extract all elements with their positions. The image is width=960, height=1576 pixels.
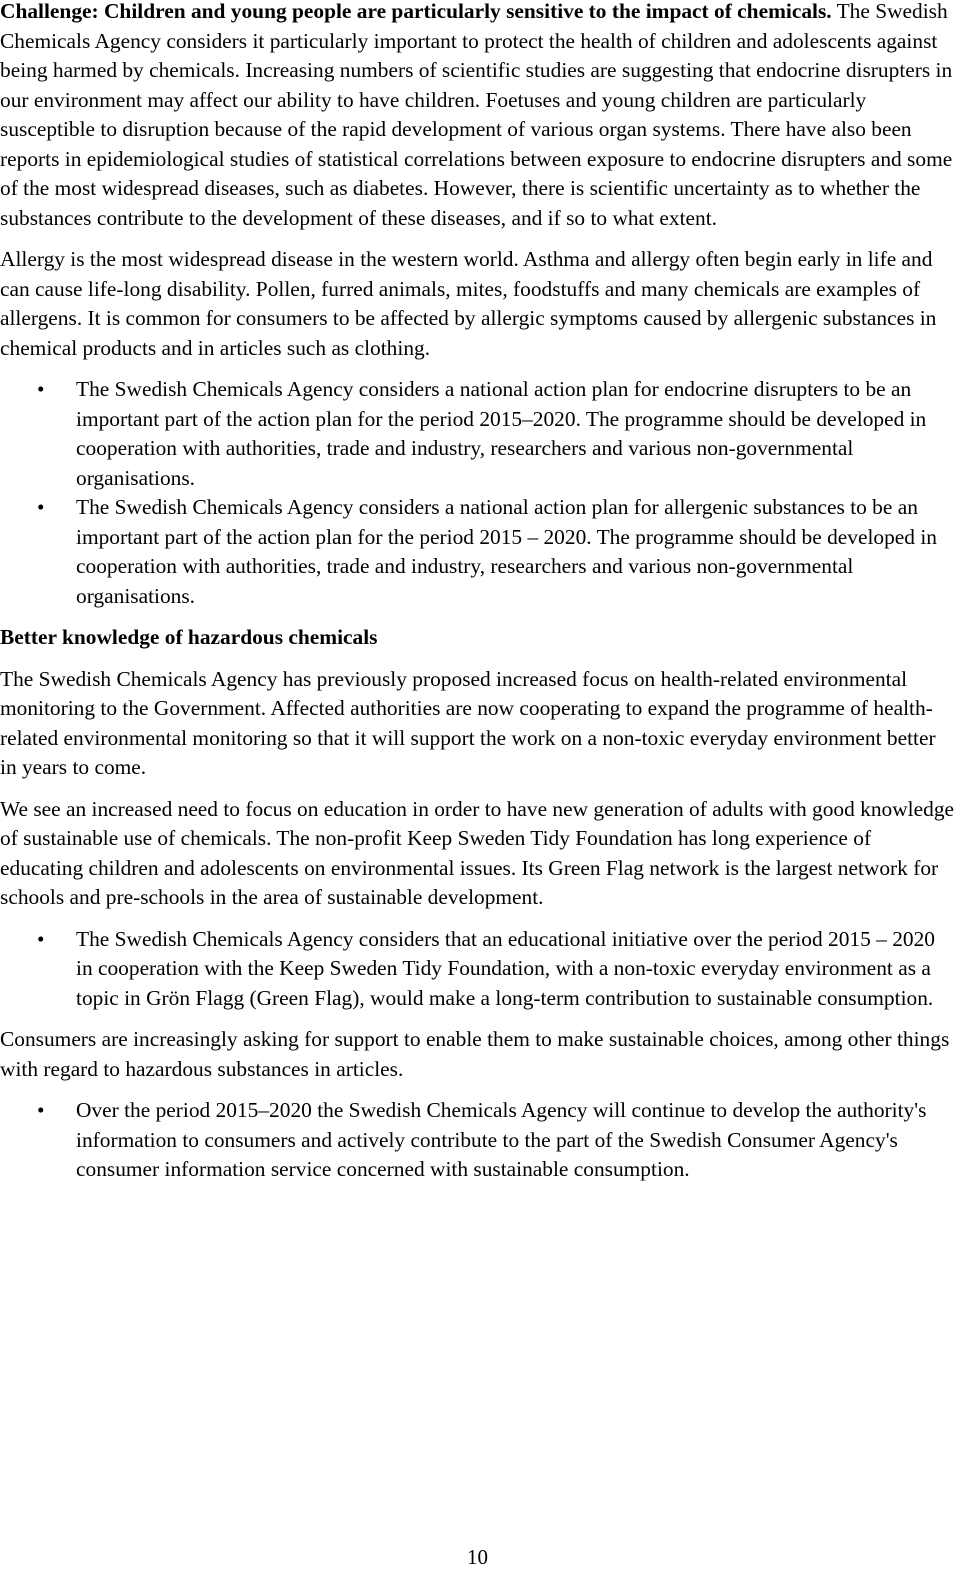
list-item-text: The Swedish Chemicals Agency considers a national action plan for allergenic substances to be an important part of the action plan for the period 2015 – 2020. The programme should be developed in cooperation with authorities, trade and industry, researchers and various non-governmental organisations.	[76, 495, 937, 608]
list-item-text: Over the period 2015–2020 the Swedish Chemicals Agency will continue to develop the authority's information to consumers and actively contribute to the part of the Swedish Consumer Agency's consumer information service concerned with sustainable consumption.	[76, 1098, 927, 1181]
list-item	[0, 375, 955, 493]
list-item-text: The Swedish Chemicals Agency considers that an educational initiative over the period 2015 – 2020 in cooperation with the Keep Sweden Tidy Foundation, with a non-toxic everyday environment as a topic in Grön Flagg (Green Flag), would make a long-term contribution to sustainable consumption.	[76, 926, 935, 1010]
bullet-icon: •	[37, 1098, 45, 1122]
education-paragraph: We see an increased need to focus on education in order to have new generation of adults with good knowledge of sustainable use of chemicals. The non-profit Keep Sweden Tidy Foundation has long experience of educating children and adolescents on environmental issues. Its Green Flag network is the largest network for schools and pre-schools in the area of sustainable development.	[0, 796, 955, 909]
bullet-icon: •	[37, 377, 45, 401]
list-item	[0, 925, 955, 1014]
allergy-paragraph: Allergy is the most widespread disease in the western world. Asthma and allergy often begin early in life and can cause life-long disability. Pollen, furred animals, mites, foodstuffs and many chemicals are examples of allergens. It is common for consumers to be affected by allergic symptoms caused by allergenic substances in chemical products and in articles such as clothing.	[0, 247, 937, 360]
list-item-text: The Swedish Chemicals Agency considers a national action plan for endocrine disrupters to be an important part of the action plan for the period 2015–2020. The programme should be developed in cooperation with authorities, trade and industry, researchers and various non-governmental organisations.	[76, 377, 927, 490]
bullet-icon: •	[37, 495, 45, 519]
action-plan-bullet-list	[0, 375, 955, 611]
monitoring-paragraph: The Swedish Chemicals Agency has previously proposed increased focus on health-related environmental monitoring to the Government. Affected authorities are now cooperating to expand the programme of health-related environmental monitoring so that it will support the work on a non-toxic everyday environment better in years to come.	[0, 666, 936, 779]
page-number: 10	[467, 1545, 488, 1569]
section-heading: Better knowledge of hazardous chemicals	[0, 625, 378, 649]
list-item	[0, 1096, 955, 1185]
consumers-paragraph: Consumers are increasingly asking for support to enable them to make sustainable choices, among other things with regard to hazardous substances in articles.	[0, 1027, 950, 1081]
bullet-icon: •	[37, 926, 45, 951]
education-bullet-list	[0, 925, 955, 1014]
list-item	[0, 493, 955, 611]
challenge-lead-text: The Swedish Chemicals Agency considers it particularly important to protect the health of children and adolescents against being harmed by chemicals. Increasing numbers of scientific studies are suggesting that endocrine disrupters in our environment may affect our ability to have children. Foetuses and young children are particularly susceptible to disruption because of the rapid development of various organ systems. There have also been reports in epidemiological studies of statistical correlations between exposure to endocrine disrupters and some of the most widespread diseases, such as diabetes. However, there is scientific uncertainty as to whether the substances contribute to the development of these diseases, and if so to what extent.	[0, 0, 953, 230]
challenge-paragraph	[0, 0, 955, 233]
consumer-info-bullet-list	[0, 1096, 955, 1185]
challenge-lead-bold: Challenge: Children and young people are particularly sensitive to the impact of chemicals.	[0, 0, 832, 23]
